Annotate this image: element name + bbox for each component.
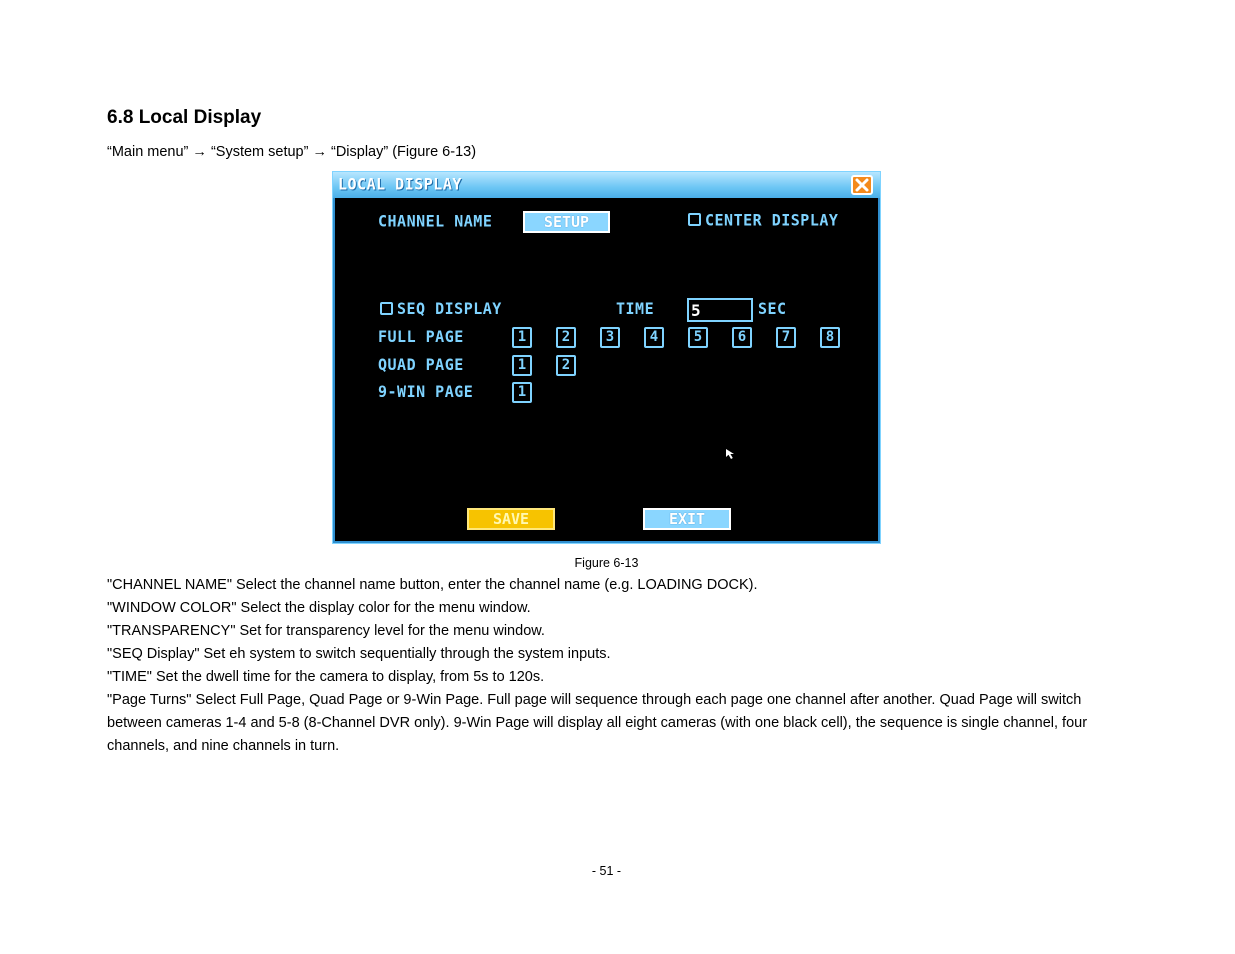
channel-name-label: CHANNEL NAME (378, 211, 493, 231)
paragraph-page-turns: "Page Turns" Select Full Page, Quad Page or 9-Win Page. Full page will sequence through each page one channel after another. Quad Page will switch between cameras 1-4 and 5-8 (8-Channel DVR only). 9-Win Page will display all eight cameras (with one black cell), the sequence is single channel, four channels, and nine channels in turn. (107, 692, 1088, 754)
close-x-icon[interactable] (851, 175, 873, 195)
menu-path: “Main menu” → “System setup” → “Display” (Figure 6-13) (107, 144, 477, 160)
paragraph-transparency: "TRANSPARENCY" Set for transparency level for the menu window. (107, 623, 545, 639)
screen-edge-bottom (333, 541, 880, 543)
section-heading: 6.8 Local Display (107, 107, 262, 128)
setup-button[interactable]: SETUP (523, 211, 610, 233)
close-x-icon-glyph (853, 177, 871, 193)
full-page-channel-6[interactable]: 6 (732, 327, 752, 348)
page-number: - 51 - (591, 864, 622, 878)
time-label: TIME (616, 299, 655, 319)
exit-button[interactable]: EXIT (643, 508, 731, 530)
center-display-checkbox[interactable] (688, 213, 701, 226)
paragraph-time: "TIME" Set the dwell time for the camera to display, from 5s to 120s. (107, 669, 545, 685)
nine-win-page-channel-1[interactable]: 1 (512, 382, 532, 403)
seq-display-checkbox[interactable] (380, 302, 393, 315)
full-page-channel-4[interactable]: 4 (644, 327, 664, 348)
screen-edge-left (333, 198, 335, 543)
quad-page-channel-1[interactable]: 1 (512, 355, 532, 376)
full-page-channel-7[interactable]: 7 (776, 327, 796, 348)
time-unit: SEC (758, 299, 787, 319)
window-title: LOCAL DISPLAY (338, 174, 462, 194)
paragraph-channel-name: "CHANNEL NAME" Select the channel name button, enter the channel name (e.g. LOADING DOCK). (107, 577, 758, 593)
full-page-channel-5[interactable]: 5 (688, 327, 708, 348)
paragraph-seq-display: "SEQ Display" Set eh system to switch sequentially through the system inputs. (107, 646, 611, 662)
paragraph-window-color: "WINDOW COLOR" Select the display color for the menu window. (107, 600, 531, 616)
local-display-screen (332, 171, 881, 544)
time-value: 5 (691, 301, 701, 320)
quad-page-label: QUAD PAGE (378, 355, 464, 375)
nine-win-page-label: 9-WIN PAGE (378, 382, 474, 402)
figure-caption: Figure 6-13 (574, 556, 639, 570)
full-page-channel-3[interactable]: 3 (600, 327, 620, 348)
save-button[interactable]: SAVE (467, 508, 555, 530)
center-display-label: CENTER DISPLAY (705, 210, 839, 230)
seq-display-label: SEQ DISPLAY (397, 299, 502, 319)
screen-edge-right (878, 198, 880, 543)
full-page-channel-1[interactable]: 1 (512, 327, 532, 348)
full-page-channel-8[interactable]: 8 (820, 327, 840, 348)
full-page-label: FULL PAGE (378, 327, 464, 347)
time-input[interactable] (687, 298, 753, 322)
full-page-channel-2[interactable]: 2 (556, 327, 576, 348)
mouse-pointer-icon (725, 448, 737, 460)
quad-page-channel-2[interactable]: 2 (556, 355, 576, 376)
